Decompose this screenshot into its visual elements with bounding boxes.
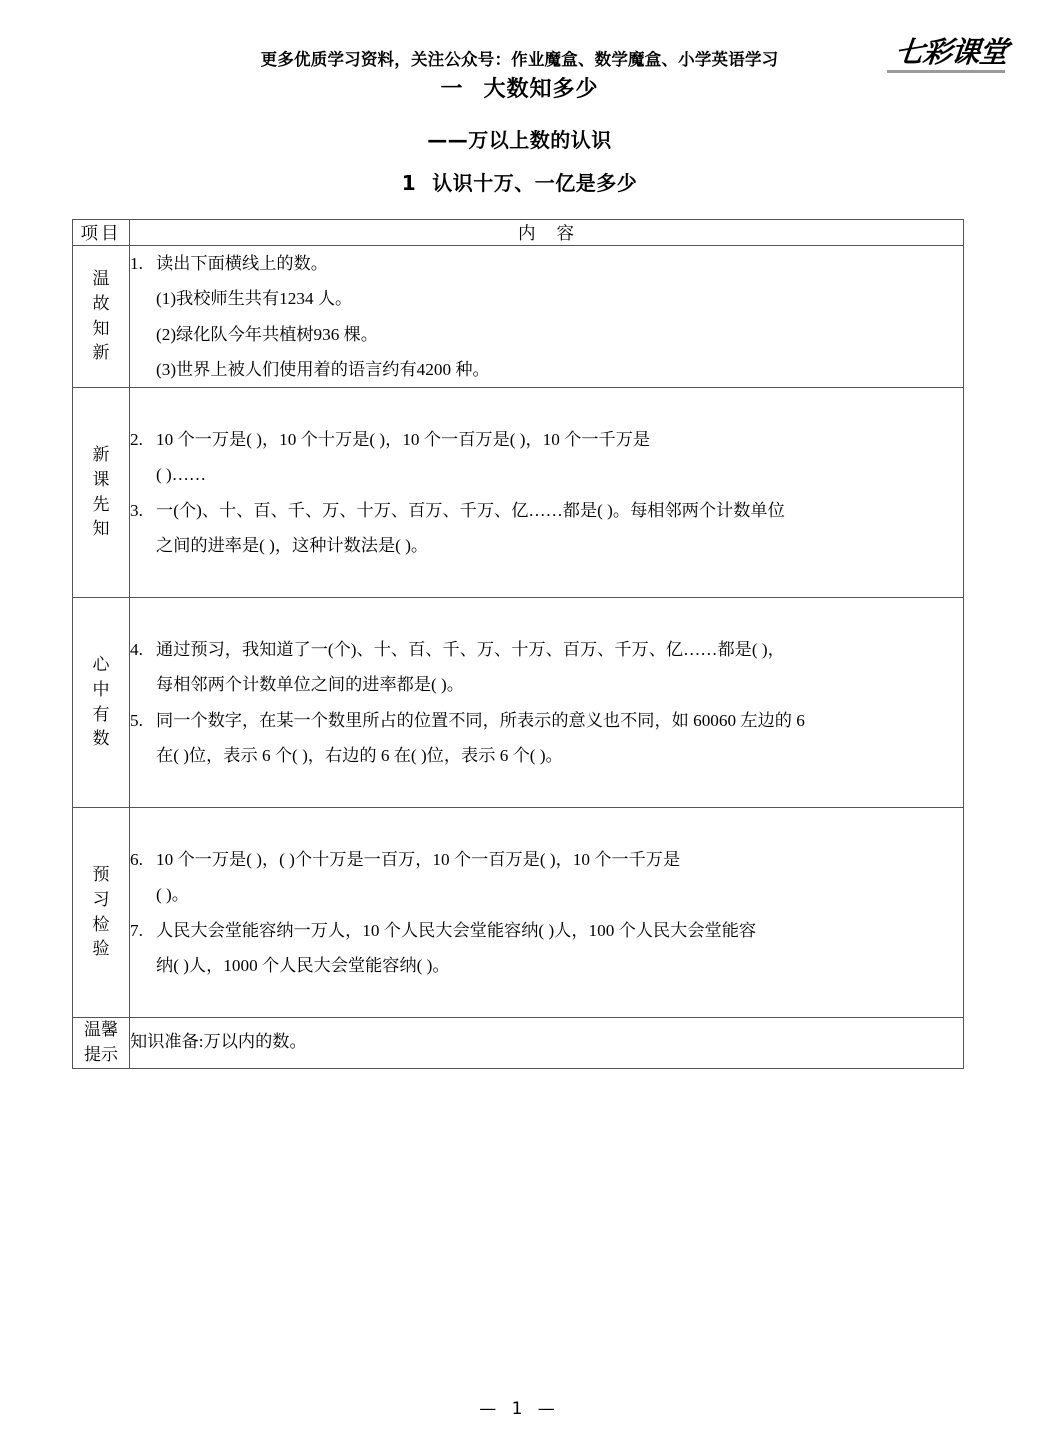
- row-label-char: 新: [92, 343, 110, 363]
- row-label-review: [73, 246, 130, 388]
- question-line: [130, 317, 963, 352]
- row-label-line: 提示: [84, 1044, 118, 1064]
- question-text: 之间的进率是( )，这种计数法是( )。: [156, 535, 429, 555]
- question-line: [130, 457, 963, 492]
- row-label-check: [73, 808, 130, 1018]
- row-content-preview: [130, 388, 964, 598]
- table-header-content: [130, 220, 964, 246]
- table-row: [73, 246, 964, 388]
- question-number: 1.: [130, 254, 143, 273]
- question-text: 纳( )人，1000 个人民大会堂能容纳( )。: [156, 955, 450, 975]
- question-line: [130, 281, 963, 316]
- question-text: 通过预习，我知道了一(个)、十、百、千、万、十万、百万、千万、亿……都是( )，: [156, 640, 785, 660]
- question-number: 4.: [130, 640, 143, 660]
- chapter-title: [0, 72, 1039, 103]
- brand-logo-text: 七彩课堂: [893, 35, 1009, 69]
- question-text: 每相邻两个计数单位之间的进率都是( )。: [156, 675, 464, 695]
- row-label-char: 习: [92, 890, 110, 910]
- chapter-number: 一: [440, 77, 464, 102]
- row-label-char: 知: [92, 318, 110, 338]
- row-label-char: 知: [92, 519, 110, 539]
- table-header-content-a: 内: [518, 223, 537, 243]
- row-label-char: 预: [92, 865, 110, 885]
- question-text: 10 个一万是( )，( )个十万是一百万，10 个一百万是( )，10 个一千万是: [156, 850, 681, 870]
- table-header-item: 项目: [73, 220, 130, 246]
- row-label-line: 温馨: [84, 1020, 118, 1040]
- table-header-row: [73, 220, 964, 246]
- question-text: 人民大会堂能容纳一万人，10 个人民大会堂能容纳( )人，100 个人民大会堂能容: [156, 920, 757, 940]
- row-label-char: 验: [92, 939, 110, 959]
- question-text: 10 个一万是( )，10 个十万是( )，10 个一百万是( )，10 个一千万是: [156, 430, 651, 450]
- question-line: [130, 738, 963, 773]
- row-content-check: [130, 808, 964, 1018]
- question-number: 3.: [130, 500, 143, 520]
- question-number: 6.: [130, 850, 143, 870]
- question-text: (1)我校师生共有1234 人。: [156, 289, 353, 309]
- row-content-review: [130, 246, 964, 388]
- question-text: 同一个数字，在某一个数里所占的位置不同，所表示的意义也不同，如 60060 左边的 6: [156, 710, 805, 730]
- row-label-char: 中: [92, 680, 110, 700]
- table-row: [73, 808, 964, 1018]
- row-label-preview: [73, 388, 130, 598]
- question-line: [130, 703, 963, 738]
- brand-logo: [887, 35, 1009, 73]
- row-content-tip: 知识准备:万以内的数。: [130, 1018, 964, 1068]
- question-text: 在( )位，表示 6 个( )，右边的 6 在( )位，表示 6 个( )。: [156, 745, 563, 765]
- question-line: [130, 352, 963, 387]
- worksheet-table: [72, 219, 964, 1069]
- question-text: ( )……: [156, 465, 207, 485]
- row-label-understanding: [73, 598, 130, 808]
- page-number: — 1 —: [479, 1399, 560, 1419]
- row-label-char: 课: [92, 469, 110, 489]
- promo-banner-text: 更多优质学习资料，关注公众号：作业魔盒、数学魔盒、小学英语学习: [260, 50, 779, 69]
- question-text: (3)世界上被人们使用着的语言约有4200 种。: [156, 359, 490, 379]
- row-label-tip: [73, 1018, 130, 1068]
- question-text: ( )。: [156, 885, 189, 905]
- question-line: [130, 877, 963, 912]
- row-label-char: 检: [92, 914, 110, 934]
- question-text: 一(个)、十、百、千、万、十万、百万、千万、亿……都是( )。每相邻两个计数单位: [156, 500, 785, 520]
- table-row: [73, 598, 964, 808]
- question-line: [130, 422, 963, 457]
- table-row-note: [73, 1018, 964, 1068]
- question-line: [130, 667, 963, 702]
- table-header-content-b: 容: [556, 223, 575, 243]
- lesson-title: [0, 167, 1039, 196]
- question-line: [130, 528, 963, 563]
- lesson-number: 1: [401, 171, 417, 195]
- row-label-char: 温: [92, 269, 110, 289]
- lesson-title-text: 认识十万、一亿是多少: [432, 171, 638, 195]
- question-text: 读出下面横线上的数。: [156, 254, 328, 273]
- row-label-char: 数: [92, 729, 110, 749]
- question-number: 5.: [130, 710, 143, 730]
- question-line: [130, 948, 963, 983]
- row-label-char: 先: [92, 494, 110, 514]
- row-label-char: 故: [92, 293, 110, 313]
- question-text: (2)绿化队今年共植树936 棵。: [156, 324, 378, 344]
- chapter-title-text: 大数知多少: [483, 77, 599, 102]
- question-number: 7.: [130, 920, 143, 940]
- question-line: [130, 246, 963, 281]
- row-label-char: 有: [92, 704, 110, 724]
- row-content-understanding: [130, 598, 964, 808]
- row-label-char: 新: [92, 445, 110, 465]
- question-line: [130, 913, 963, 948]
- question-number: 2.: [130, 430, 143, 450]
- chapter-subtitle: ——万以上数的认识: [427, 128, 612, 152]
- question-line: [130, 632, 963, 667]
- row-label-char: 心: [92, 655, 110, 675]
- question-line: [130, 842, 963, 877]
- question-line: [130, 493, 963, 528]
- table-row: [73, 388, 964, 598]
